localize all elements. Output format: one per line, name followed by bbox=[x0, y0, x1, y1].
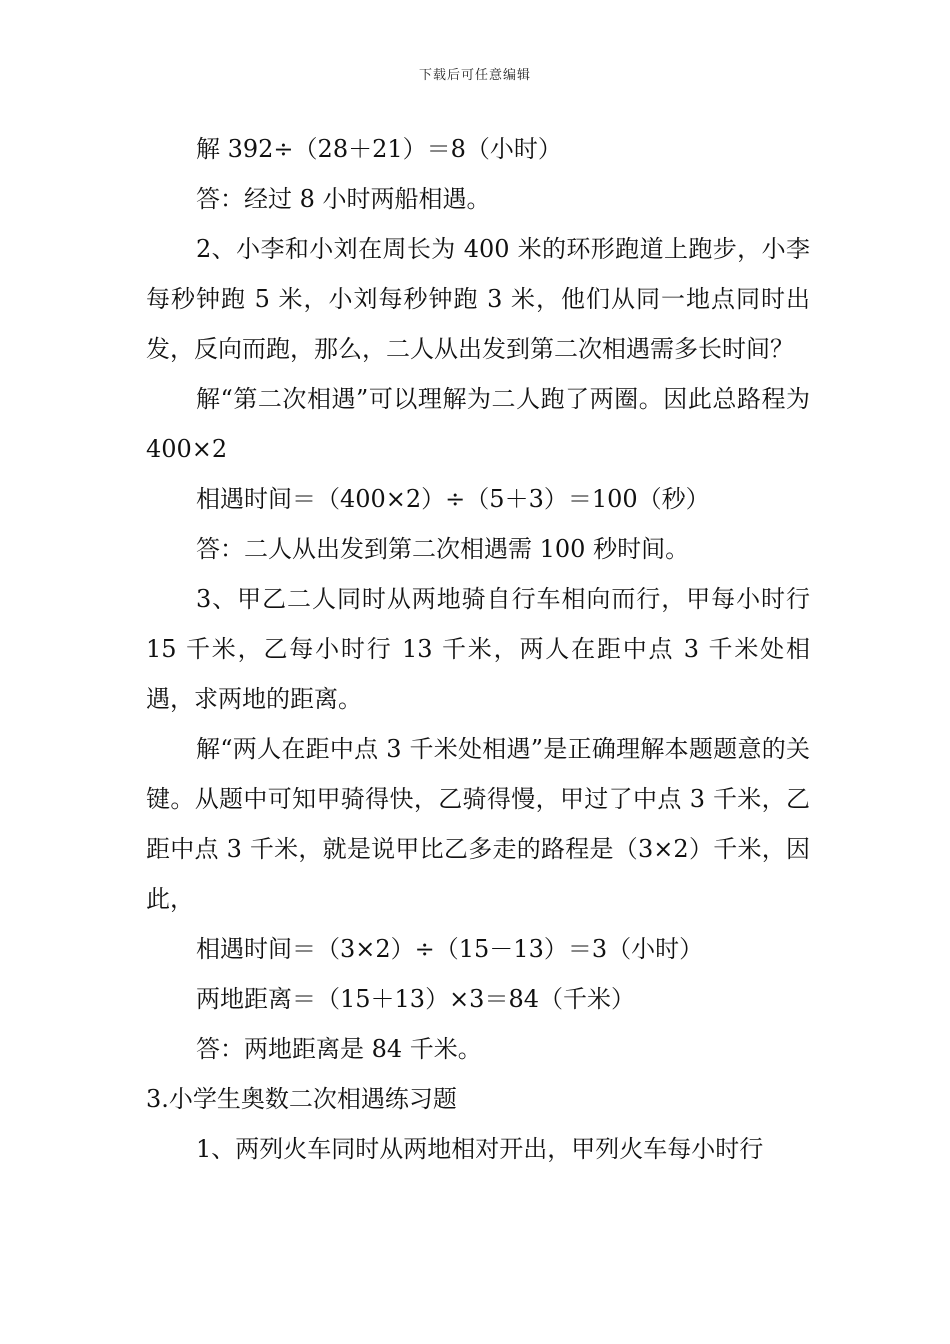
solution-2-formula: 相遇时间＝（400×2）÷（5＋3）＝100（秒） bbox=[196, 485, 710, 513]
solution-3-formula-distance: 两地距离＝（15＋13）×3＝84（千米） bbox=[196, 985, 635, 1013]
page-header: 下载后可任意编辑 bbox=[418, 68, 531, 83]
answer-2: 答：二人从出发到第二次相遇需 100 秒时间。 bbox=[196, 535, 690, 563]
problem-3: 3、甲乙二人同时从两地骑自行车相向而行，甲每小时行 15 千米，乙每小时行 13 千米，两人在距中点 3 千米处相遇，求两地的距离。 bbox=[146, 585, 810, 713]
solution-3-explanation: 解“两人在距中点 3 千米处相遇”是正确理解本题题意的关键。从题中可知甲骑得快，乙骑得慢，甲过了中点 3 千米，乙距中点 3 千米，就是说甲比乙多走的路程是（3×2）千米，因此， bbox=[146, 735, 810, 913]
solution-3-formula-time: 相遇时间＝（3×2）÷（15－13）＝3（小时） bbox=[196, 935, 704, 963]
section-heading: 3.小学生奥数二次相遇练习题 bbox=[146, 1085, 457, 1113]
solution-2-explanation: 解“第二次相遇”可以理解为二人跑了两圈。因此总路程为 400×2 bbox=[146, 385, 810, 463]
answer-line-1: 答：经过 8 小时两船相遇。 bbox=[196, 185, 491, 213]
problem-2: 2、小李和小刘在周长为 400 米的环形跑道上跑步，小李每秒钟跑 5 米，小刘每秒钟跑 3 米，他们从同一地点同时出发，反向而跑，那么，二人从出发到第二次相遇需多长时间？ bbox=[146, 235, 810, 363]
solution-line-1: 解 392÷（28＋21）＝8（小时） bbox=[196, 135, 562, 163]
document-body bbox=[146, 124, 810, 1174]
exercise-1: 1、两列火车同时从两地相对开出，甲列火车每小时行 bbox=[196, 1135, 764, 1163]
answer-3: 答：两地距离是 84 千米。 bbox=[196, 1035, 482, 1063]
